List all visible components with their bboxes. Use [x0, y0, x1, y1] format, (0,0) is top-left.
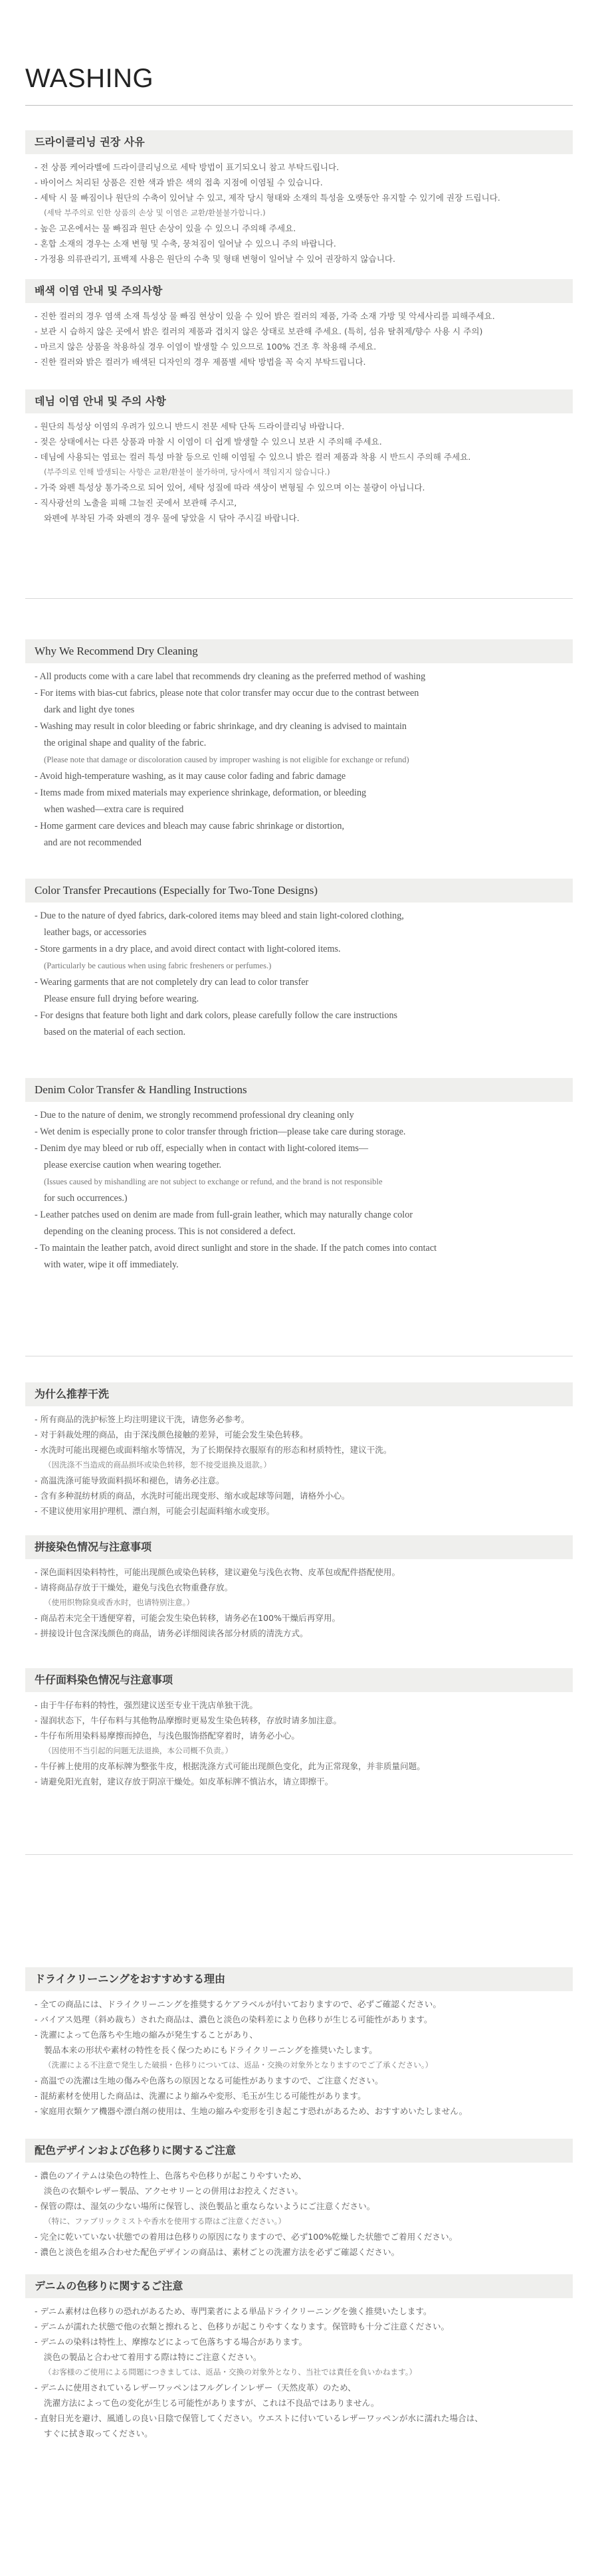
list-item: please exercise caution when wearing together.	[44, 1160, 222, 1170]
list-item: - 牛仔裤上使用的皮革标牌为整张牛皮，根据洗涤方式可能出现颜色变化，此为正常现象，并非质量问题。	[35, 1761, 425, 1771]
bullet-list	[25, 413, 573, 528]
section-heading: 데님 이염 안내 및 주의 사항	[25, 389, 573, 413]
bullet-list	[25, 1102, 573, 1276]
section-ko-reasons	[25, 130, 573, 269]
list-item: - 진한 컬러의 경우 염색 소재 특성상 물 빠짐 현상이 있을 수 있어 밝은 컬러의 제품, 가죽 소재 가방 및 악세사리를 피해주세요.	[35, 311, 495, 321]
language-divider	[25, 1854, 573, 1855]
section-ja-why	[25, 1967, 573, 2121]
list-item: the original shape and quality of the fabric.	[44, 738, 207, 748]
section-ja-color	[25, 2139, 573, 2262]
list-item: - 由于牛仔布料的特性，强烈建议送至专业干洗店单独干洗。	[35, 1700, 258, 1710]
list-item: - Denim dye may bleed or rub off, especially when in contact with light-colored items—	[35, 1143, 369, 1154]
bullet-list	[25, 1991, 573, 2121]
list-item: - 높은 고온에서는 물 빠짐과 원단 손상이 있을 수 있으니 주의해 주세요.	[35, 223, 296, 233]
list-item: - デニムが濡れた状態で他の衣類と擦れると、色移りが起こりやすくなります。保管時も十分ご注意ください。	[35, 2321, 450, 2331]
list-item: - 直射日光を避け、風通しの良い日陰で保管してください。ウエストに付いているレザーワッペンが水に濡れた場合は、	[35, 2413, 483, 2423]
list-item: - 混紡素材を使用した商品は、洗濯により縮みや変形、毛玉が生じる可能性があります。	[35, 2091, 366, 2101]
list-item: 淡色の衣類やレザー製品、アクセサリーとの併用はお控えください。	[44, 2186, 304, 2196]
list-item: - Due to the nature of denim, we strongly recommend professional dry cleaning only	[35, 1110, 354, 1121]
list-item: - 高温での洗濯は生地の傷みや色落ちの原因となる可能性がありますので、ご注意ください。	[35, 2076, 383, 2086]
list-item: - 深色面料因染料特性，可能出现颜色或染色转移，建议避免与浅色衣物、皮革包或配件搭配使用。	[35, 1567, 401, 1577]
language-divider	[25, 598, 573, 599]
list-item: (부주의로 인해 발생되는 사항은 교환/환불이 불가하며, 당사에서 책임지지 않습니다.)	[44, 467, 330, 477]
bullet-list	[25, 303, 573, 372]
list-item: (Issues caused by mishandling are not subject to exchange or refund, and the brand is not responsible	[44, 1177, 383, 1186]
section-heading: 牛仔面料染色情况与注意事项	[25, 1668, 573, 1692]
list-item: - 请将商品存放于干燥处，避免与浅色衣物重叠存放。	[35, 1582, 233, 1592]
list-item: - 含有多种混纺材质的商品，水洗时可能出现变形、缩水或起球等问题，请格外小心。	[35, 1491, 350, 1501]
section-heading: Denim Color Transfer & Handling Instructions	[25, 1078, 573, 1102]
bullet-list	[25, 2163, 573, 2262]
list-item: and are not recommended	[44, 837, 142, 848]
list-item: - All products come with a care label that recommends dry cleaning as the preferred method of washing	[35, 671, 426, 682]
section-heading: 拼接染色情况与注意事项	[25, 1535, 573, 1559]
section-heading: Color Transfer Precautions (Especially for Two-Tone Designs)	[25, 879, 573, 903]
section-heading: 드라이클리닝 권장 사유	[25, 130, 573, 154]
list-item: - 水洗时可能出现褪色或面料缩水等情况，为了长期保持衣服原有的形态和材质特性，建议干洗。	[35, 1445, 392, 1455]
bullet-list	[25, 663, 573, 854]
list-item: - 원단의 특성상 이염의 우려가 있으니 반드시 전문 세탁 단독 드라이클리닝 바랍니다.	[35, 421, 345, 431]
list-item: - Washing may result in color bleeding or fabric shrinkage, and dry cleaning is advised to maintain	[35, 721, 407, 732]
list-item: - デニムに使用されているレザーワッペンはフルグレインレザー（天然皮革）のため、	[35, 2383, 356, 2393]
list-item: - 濃色のアイテムは染色の特性上、色落ちや色移りが起こりやすいため、	[35, 2171, 307, 2181]
list-item: - 保管の際は、湿気の少ない場所に保管し、淡色製品と重ならないようにご注意ください。	[35, 2201, 375, 2211]
section-ko-color	[25, 279, 573, 372]
list-item: （因使用不当引起的问题无法退换，本公司概不负责。）	[44, 1746, 233, 1755]
list-item: - デニム素材は色移りの恐れがあるため、専門業者による単品ドライクリーニングを強く推奨いたします。	[35, 2306, 432, 2316]
list-item: - Items made from mixed materials may experience shrinkage, deformation, or bleeding	[35, 788, 367, 798]
list-item: - 마르지 않은 상품을 착용하실 경우 이염이 발생할 수 있으므로 100% 건조 후 착용해 주세요.	[35, 342, 377, 352]
section-heading: 为什么推荐干洗	[25, 1382, 573, 1406]
list-item: - 직사광선의 노출을 피해 그늘진 곳에서 보관해 주시고,	[35, 498, 237, 508]
list-item: - 보관 시 습하지 않은 곳에서 밝은 컬러의 제품과 겹치지 않은 상태로 보관해 주세요. (특히, 섬유 탈취제/향수 사용 시 주의)	[35, 326, 483, 336]
bullet-list	[25, 2298, 573, 2444]
bullet-list	[25, 1406, 573, 1521]
list-item: - Home garment care devices and bleach may cause fabric shrinkage or distortion,	[35, 821, 345, 831]
section-en-why	[25, 639, 573, 854]
list-item: (Please note that damage or discoloration caused by improper washing is not eligible for exchange or refund)	[44, 755, 409, 764]
list-item: dark and light dye tones	[44, 704, 135, 715]
list-item: - Wearing garments that are not completely dry can lead to color transfer	[35, 977, 309, 988]
list-item: - 바이어스 처리된 상품은 진한 색과 밝은 색의 접촉 지점에 이염될 수 있습니다.	[35, 177, 323, 187]
section-zh-color	[25, 1535, 573, 1644]
bullet-list	[25, 154, 573, 269]
list-item: - 完全に乾いていない状態での着用は色移りの原因になりますので、必ず100%乾燥した状態でご着用ください。	[35, 2232, 458, 2242]
list-item: based on the material of each section.	[44, 1027, 186, 1037]
list-item: - 请避免阳光直射，建议存放于阴凉干燥处。如皮革标牌不慎沾水，请立即擦干。	[35, 1776, 334, 1786]
bullet-list	[25, 903, 573, 1043]
list-item: - 湿润状态下，牛仔布料与其他物品摩擦时更易发生染色转移，存放时请多加注意。	[35, 1715, 342, 1725]
list-item: - デニムの染料は特性上、摩擦などによって色落ちする場合があります。	[35, 2337, 308, 2347]
list-item: depending on the cleaning process. This is not considered a defect.	[44, 1226, 296, 1237]
section-zh-denim	[25, 1668, 573, 1792]
section-zh-why	[25, 1382, 573, 1521]
section-en-denim	[25, 1078, 573, 1276]
list-item: - 가죽 와펜 특성상 통가죽으로 되어 있어, 세탁 성질에 따라 색상이 변형될 수 있으며 이는 불량이 아닙니다.	[35, 483, 425, 492]
list-item: - 세탁 시 물 빠짐이나 원단의 수축이 있어날 수 있고, 제작 당시 형태와 소재의 특성을 오랫동안 유지할 수 있기에 권장 드립니다.	[35, 193, 500, 203]
title-divider	[25, 105, 573, 106]
list-item: (세탁 부주의로 인한 상품의 손상 및 이염은 교환/환불불가합니다.)	[44, 208, 266, 217]
bullet-list	[25, 1559, 573, 1644]
section-ja-denim	[25, 2274, 573, 2444]
list-item: （因洗涤不当造成的商品损坏或染色转移，恕不接受退换及退款。）	[44, 1460, 272, 1469]
section-heading: 配色デザインおよび色移りに関するご注意	[25, 2139, 573, 2163]
section-heading: ドライクリーニングをおすすめする理由	[25, 1967, 573, 1991]
list-item: - Due to the nature of dyed fabrics, dark-colored items may bleed and stain light-colored clothing,	[35, 911, 404, 921]
list-item: (Particularly be cautious when using fabric fresheners or perfumes.)	[44, 961, 272, 970]
list-item: - 拼接设计包含深浅颜色的商品，请务必详细阅读各部分材质的清洗方式。	[35, 1628, 308, 1638]
list-item: - Store garments in a dry place, and avoid direct contact with light-colored items.	[35, 944, 341, 954]
list-item: 淡色の製品と合わせて着用する際は特にご注意ください。	[44, 2352, 262, 2362]
page-title: WASHING	[25, 64, 154, 93]
list-item: Please ensure full drying before wearing.	[44, 994, 199, 1004]
list-item: - 진한 컬러와 밝은 컬러가 배색된 디자인의 경우 제품별 세탁 방법을 꼭 숙지 부탁드립니다.	[35, 357, 366, 367]
list-item: - 濃色と淡色を組み合わせた配色デザインの商品は、素材ごとの洗濯方法を必ずご確認ください。	[35, 2247, 400, 2257]
bullet-list	[25, 1692, 573, 1792]
list-item: for such occurrences.)	[44, 1193, 128, 1204]
list-item: （使用织物除臭或香水时，也请特别注意。）	[44, 1598, 195, 1607]
list-item: - 对于斜裁处理的商品，由于深浅颜色接触的差异，可能会发生染色转移。	[35, 1430, 308, 1440]
section-en-color	[25, 879, 573, 1043]
list-item: - Leather patches used on denim are made from full-grain leather, which may naturally change color	[35, 1210, 413, 1220]
section-heading: デニムの色移りに関するご注意	[25, 2274, 573, 2298]
list-item: - 젖은 상태에서는 다른 상품과 마찰 시 이염이 더 쉽게 발생할 수 있으니 보관 시 주의해 주세요.	[35, 437, 382, 447]
list-item: - 洗濯によって色落ちや生地の縮みが発生することがあり、	[35, 2030, 258, 2040]
list-item: 와펜에 부착된 가죽 와펜의 경우 물에 닿았을 시 닦아 주시길 바랍니다.	[44, 513, 300, 523]
list-item: - バイアス処理（斜め裁ち）された商品は、濃色と淡色の染料差により色移りが生じる可能性があります。	[35, 2014, 433, 2024]
list-item: （お客様のご使用による問題につきましては、返品・交換の対象外となり、当社では責任を負いかねます。）	[44, 2367, 417, 2377]
list-item: - 가정용 의류관리기, 표백제 사용은 원단의 수축 및 형태 변형이 일어날 수 있어 권장하지 않습니다.	[35, 254, 396, 264]
list-item: - For designs that feature both light and dark colors, please carefully follow the care instructions	[35, 1010, 398, 1021]
section-heading: 배색 이염 안내 및 주의사항	[25, 279, 573, 303]
list-item: - To maintain the leather patch, avoid direct sunlight and store in the shade. If the patch comes into contact	[35, 1243, 437, 1253]
list-item: - 商品若未完全干透便穿着，可能会发生染色转移，请务必在100%干燥后再穿用。	[35, 1613, 341, 1623]
section-ko-denim	[25, 389, 573, 528]
list-item: - 家庭用衣類ケア機器や漂白剤の使用は、生地の縮みや変形を引き起こす恐れがあるため、おすすめいたしません。	[35, 2106, 468, 2116]
section-heading: Why We Recommend Dry Cleaning	[25, 639, 573, 663]
list-item: leather bags, or accessories	[44, 927, 147, 938]
list-item: - 데님에 사용되는 염료는 컬러 특성 마찰 등으로 인해 이염될 수 있으니 밝은 컬러 제품과 착용 시 반드시 주의해 주세요.	[35, 452, 471, 462]
list-item: - 牛仔布所用染料易摩擦而掉色，与浅色服饰搭配穿着时，请务必小心。	[35, 1731, 300, 1741]
list-item: 洗濯方法によって色の変化が生じる可能性がありますが、これは不良品ではありません。	[44, 2398, 379, 2408]
list-item: すぐに拭き取ってください。	[44, 2428, 153, 2438]
list-item: - 不建议使用家用护理机、漂白剂，可能会引起面料缩水或变形。	[35, 1506, 275, 1516]
list-item: - Wet denim is especially prone to color transfer through friction—please take care during storage.	[35, 1127, 406, 1137]
list-item: - 혼합 소재의 경우는 소재 변형 및 수축, 뭉쳐짐이 일어날 수 있으니 주의 바랍니다.	[35, 239, 336, 249]
list-item: 製品本来の形状や素材の特性を長く保つためにもドライクリーニングを推奨いたします。	[44, 2045, 377, 2055]
list-item: - Avoid high-temperature washing, as it may cause color fading and fabric damage	[35, 771, 346, 782]
list-item: （特に、ファブリックミストや香水を使用する際はご注意ください。）	[44, 2216, 286, 2226]
list-item: - 高温洗涤可能导致面料损坏和褪色，请务必注意。	[35, 1475, 225, 1485]
list-item: - 所有商品的洗护标签上均注明建议干洗，请您务必参考。	[35, 1414, 250, 1424]
list-item: - 全ての商品には、ドライクリーニングを推奨するケアラベルが付いておりますので、必ずご確認ください。	[35, 1999, 441, 2009]
list-item: - 전 상품 케어라벨에 드라이클리닝으로 세탁 방법이 표기되오니 참고 부탁드립니다.	[35, 162, 340, 172]
list-item: （洗濯による不注意で発生した破損・色移りについては、返品・交換の対象外となりますのでご了承ください。）	[44, 2060, 433, 2070]
list-item: when washed—extra care is required	[44, 804, 184, 815]
list-item: with water, wipe it off immediately.	[44, 1259, 179, 1270]
list-item: - For items with bias-cut fabrics, please note that color transfer may occur due to the contrast between	[35, 688, 419, 698]
